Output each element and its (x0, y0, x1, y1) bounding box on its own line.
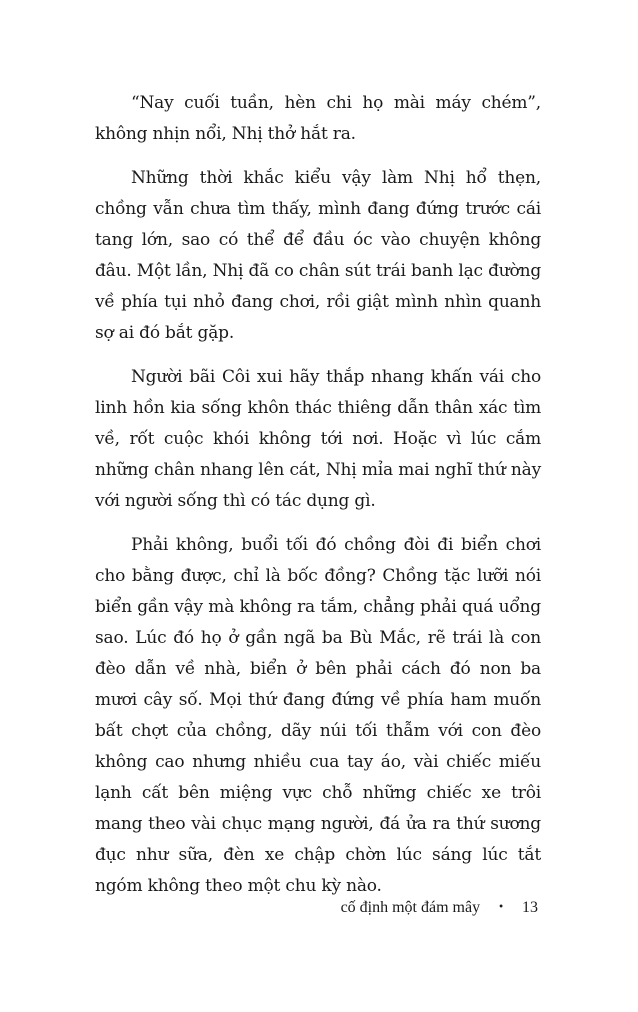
paragraph-4: Phải không, buổi tối đó chồng đòi đi biển chơi cho bằng được, chỉ là bốc đồng? Chồng tặc lưỡi nói biển gần vậy mà không ra tắm, chẳng phải quá uổng sao. Lúc đó họ ở gần ngã ba Bù Mắc, rẽ trái là con đèo dẫn về nhà, biển ở bên phải cách đó non ba mươi cây số. Mọi thứ đang đứng về phía ham muốn bất chợt của chồng, dãy núi tối thẫm với con đèo không cao nhưng nhiều cua tay áo, vài chiếc miếu lạnh cất bên miệng vực chỗ những chiếc xe trôi mang theo vài chục mạng người, đá ửa ra thứ sương đục như sữa, đèn xe chập chờn lúc sáng lúc tắt ngóm không theo một chu kỳ nào. (95, 535, 541, 896)
paragraph-2: Những thời khắc kiểu vậy làm Nhị hổ thẹn, chồng vẫn chưa tìm thấy, mình đang đứng trước cái tang lớn, sao có thể để đầu óc vào chuyện không đâu. Một lần, Nhị đã co chân sút trái banh lạc đường về phía tụi nhỏ đang chơi, rồi giật mình nhìn quanh sợ ai đó bắt gặp. (95, 168, 541, 343)
page-number: 13 (522, 899, 538, 916)
footer-separator: • (498, 902, 504, 913)
paragraph-3: Người bãi Côi xui hãy thắp nhang khấn vái cho linh hồn kia sống khôn thác thiêng dẫn thân xác tìm về, rốt cuộc khói không tới nơi. Hoặc vì lúc cắm những chân nhang lên cát, Nhị mỉa mai nghĩ thứ này với người sống thì có tác dụng gì. (95, 367, 541, 511)
page-footer (341, 897, 538, 918)
page-body (95, 88, 541, 915)
paragraph-1: “Nay cuối tuần, hèn chi họ mài máy chém”, không nhịn nổi, Nhị thở hắt ra. (95, 93, 541, 144)
running-title: cố định một đám mây (340, 899, 481, 916)
